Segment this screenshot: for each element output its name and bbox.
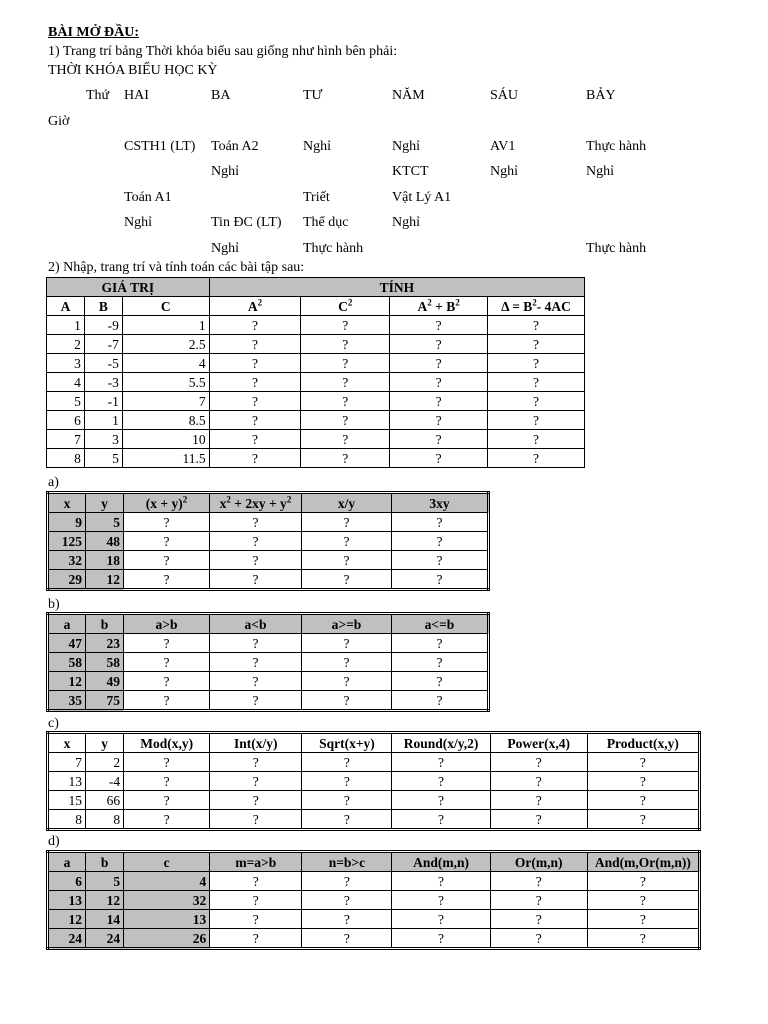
table-cell: ? [302, 551, 392, 570]
table-cell: ? [390, 430, 488, 449]
table-cell: ? [124, 772, 210, 791]
table-cell: ? [210, 634, 302, 653]
timetable-cell: Thực hành [303, 241, 364, 256]
group-gia-tri: GIÁ TRỊ [47, 278, 210, 297]
table-row [47, 430, 585, 449]
col-a-squared: $A^2$ [209, 297, 301, 316]
table-cell: ? [587, 872, 699, 891]
timetable-cell: Tin ĐC (LT) [211, 215, 282, 230]
column-header: a>=b [302, 614, 392, 634]
table-cell: ? [124, 810, 210, 830]
table-cell: ? [124, 753, 210, 772]
timetable-cell: Nghỉ [124, 215, 152, 230]
timetable-cell: Toán A1 [124, 190, 172, 205]
table-cell: ? [488, 316, 585, 335]
timetable-day-hai: HAI [124, 88, 149, 103]
table-cell: ? [392, 653, 489, 672]
table-cell: ? [587, 810, 699, 830]
table-cell: ? [490, 810, 587, 830]
table-cell: ? [490, 753, 587, 772]
column-header: Round(x/y,2) [392, 733, 490, 753]
table-cell: ? [490, 772, 587, 791]
table-cell: 8 [48, 810, 86, 830]
table-cell: ? [124, 791, 210, 810]
table-cell: 8 [47, 449, 85, 468]
table-cell: -5 [84, 354, 122, 373]
table-cell: 5 [84, 449, 122, 468]
table-cell: ? [210, 672, 302, 691]
timetable-cell: Nghỉ [490, 164, 518, 179]
column-header: n=b>c [302, 852, 392, 872]
col-c: C [122, 297, 209, 316]
table-row [48, 753, 700, 772]
table-cell: ? [210, 513, 302, 532]
table-cell: 1 [47, 316, 85, 335]
table-cell: 4 [124, 872, 210, 891]
table-cell: 4 [122, 354, 209, 373]
table-cell: 8.5 [122, 411, 209, 430]
table-cell: ? [392, 551, 489, 570]
table-cell: 7 [122, 392, 209, 411]
table-cell: 12 [86, 570, 124, 590]
table-cell: ? [210, 872, 302, 891]
timetable-cell: KTCT [392, 164, 429, 179]
table-cell: ? [490, 872, 587, 891]
col-c-squared: $C^2$ [301, 297, 390, 316]
table-row [48, 532, 489, 551]
task-2-text: 2) Nhập, trang trí và tính toán các bài tập sau: [48, 260, 305, 275]
table-cell: ? [210, 653, 302, 672]
table-cell: ? [210, 910, 302, 929]
table-cell: 1 [122, 316, 209, 335]
column-header: Power(x,4) [490, 733, 587, 753]
table-cell: ? [301, 430, 390, 449]
table-cell: ? [392, 691, 489, 711]
table-b [46, 612, 490, 712]
table-cell: ? [587, 753, 699, 772]
timetable-cell: Nghỉ [303, 139, 331, 154]
timetable-cell: Nghỉ [211, 241, 239, 256]
table-cell: ? [302, 929, 392, 949]
timetable-thu-label: Thứ [86, 88, 110, 103]
table-cell: ? [392, 772, 490, 791]
table-cell: ? [392, 753, 490, 772]
column-header: a [48, 614, 86, 634]
table-row [47, 392, 585, 411]
table-row [47, 373, 585, 392]
table-cell: 13 [124, 910, 210, 929]
table-cell: ? [302, 570, 392, 590]
col-delta: $\Delta = B^2-$ 4AC [488, 297, 585, 316]
table-cell: ? [210, 929, 302, 949]
table-cell: -4 [86, 772, 124, 791]
timetable-cell: Nghỉ [392, 139, 420, 154]
table-cell: ? [392, 791, 490, 810]
table-row [48, 653, 489, 672]
table-cell: ? [210, 691, 302, 711]
table-row [47, 449, 585, 468]
col-b: B [84, 297, 122, 316]
column-header: Mod(x,y) [124, 733, 210, 753]
table-cell: 3 [47, 354, 85, 373]
table-cell: ? [124, 653, 210, 672]
table-cell: ? [302, 872, 392, 891]
table-cell: ? [302, 691, 392, 711]
table-cell: ? [301, 335, 390, 354]
table-cell: ? [488, 449, 585, 468]
table-cell: ? [302, 634, 392, 653]
table-cell: 49 [86, 672, 124, 691]
table-cell: ? [210, 791, 302, 810]
column-header: And(m,Or(m,n)) [587, 852, 699, 872]
table-cell: ? [390, 411, 488, 430]
column-header: a>b [124, 614, 210, 634]
table-cell: ? [209, 411, 301, 430]
table-cell: ? [210, 532, 302, 551]
values-table [46, 277, 585, 468]
table-cell: ? [210, 753, 302, 772]
column-header: b [86, 614, 124, 634]
table-cell: 13 [48, 891, 86, 910]
table-cell: ? [209, 335, 301, 354]
column-header: Sqrt(x+y) [302, 733, 392, 753]
table-cell: ? [488, 392, 585, 411]
table-cell: ? [302, 810, 392, 830]
timetable-cell: Thực hành [586, 241, 647, 256]
table-cell: 125 [48, 532, 86, 551]
table-row [48, 772, 700, 791]
column-header: a<b [210, 614, 302, 634]
table-cell: ? [488, 335, 585, 354]
label-d: d) [48, 834, 60, 849]
column-header: m=a>b [210, 852, 302, 872]
table-cell: ? [209, 373, 301, 392]
column-header: a [48, 852, 86, 872]
table-cell: ? [302, 672, 392, 691]
table-cell: ? [587, 929, 699, 949]
table-row [48, 810, 700, 830]
table-cell: -9 [84, 316, 122, 335]
group-tinh: TÍNH [209, 278, 584, 297]
col-3xy: 3xy [392, 493, 489, 513]
table-cell: ? [390, 335, 488, 354]
table-cell: 18 [86, 551, 124, 570]
table-cell: ? [209, 392, 301, 411]
timetable-day-ba: BA [211, 88, 231, 103]
table-row [48, 672, 489, 691]
table-cell: ? [124, 532, 210, 551]
table-cell: ? [209, 449, 301, 468]
table-cell: 5 [47, 392, 85, 411]
table-cell: 13 [48, 772, 86, 791]
table-cell: ? [210, 570, 302, 590]
table-cell: ? [124, 634, 210, 653]
table-c [46, 731, 701, 831]
table-cell: 8 [86, 810, 124, 830]
timetable-cell: Triết [303, 190, 330, 205]
table-cell: ? [301, 392, 390, 411]
table-row [48, 891, 700, 910]
table-cell: ? [301, 316, 390, 335]
table-cell: 24 [48, 929, 86, 949]
timetable-cell: Vật Lý A1 [392, 190, 452, 205]
table-cell: 47 [48, 634, 86, 653]
table-cell: 2 [86, 753, 124, 772]
table-row [48, 513, 489, 532]
table-cell: ? [392, 634, 489, 653]
table-cell: 9 [48, 513, 86, 532]
table-cell: ? [490, 791, 587, 810]
table-cell: ? [210, 551, 302, 570]
table-cell: ? [302, 753, 392, 772]
table-row [48, 910, 700, 929]
table-cell: ? [209, 316, 301, 335]
table-cell: ? [390, 392, 488, 411]
timetable-title: THỜI KHÓA BIỂU HỌC KỲ [48, 63, 218, 78]
table-d [46, 850, 701, 950]
table-cell: 24 [86, 929, 124, 949]
table-cell: -1 [84, 392, 122, 411]
table-row [47, 335, 585, 354]
timetable-cell: CSTH1 (LT) [124, 139, 196, 154]
timetable-day-tu: TƯ [303, 88, 323, 103]
task-1-text: 1) Trang trí bảng Thời khóa biểu sau giống như hình bên phải: [48, 44, 398, 59]
table-cell: ? [301, 354, 390, 373]
table-cell: -3 [84, 373, 122, 392]
table-cell: 26 [124, 929, 210, 949]
table-cell: ? [302, 653, 392, 672]
table-cell: ? [124, 551, 210, 570]
table-cell: 58 [48, 653, 86, 672]
table-row [48, 551, 489, 570]
table-cell: ? [302, 910, 392, 929]
table-row [48, 791, 700, 810]
table-cell: 7 [48, 753, 86, 772]
table-cell: 5.5 [122, 373, 209, 392]
timetable-cell: Nghỉ [586, 164, 614, 179]
col-expanded: $x^2 + 2xy + y^2$ [210, 493, 302, 513]
table-cell: ? [390, 449, 488, 468]
table-a [46, 491, 490, 591]
table-cell: ? [488, 430, 585, 449]
col-x-div-y: x/y [302, 493, 392, 513]
col-a2-plus-b2: $A^2 + B^2$ [390, 297, 488, 316]
table-cell: 2.5 [122, 335, 209, 354]
table-cell: ? [490, 891, 587, 910]
table-cell: 32 [48, 551, 86, 570]
label-a: a) [48, 475, 59, 490]
timetable-day-sau: SÁU [490, 88, 519, 103]
table-cell: ? [392, 513, 489, 532]
table-row [48, 691, 489, 711]
table-cell: ? [210, 810, 302, 830]
table-cell: 14 [86, 910, 124, 929]
table-cell: ? [587, 910, 699, 929]
table-row [48, 929, 700, 949]
table-cell: 6 [47, 411, 85, 430]
table-cell: ? [210, 772, 302, 791]
table-cell: 48 [86, 532, 124, 551]
table-cell: 6 [48, 872, 86, 891]
timetable-cell: Toán A2 [211, 139, 259, 154]
table-cell: 15 [48, 791, 86, 810]
table-cell: ? [392, 929, 490, 949]
table-cell: ? [124, 513, 210, 532]
table-cell: 12 [48, 672, 86, 691]
page-heading: BÀI MỞ ĐẦU: [48, 25, 139, 40]
table-cell: ? [488, 411, 585, 430]
col-x: x [48, 493, 86, 513]
column-header: Int(x/y) [210, 733, 302, 753]
col-a: A [47, 297, 85, 316]
table-cell: ? [488, 373, 585, 392]
table-cell: ? [302, 791, 392, 810]
table-cell: ? [390, 316, 488, 335]
column-header: Or(m,n) [490, 852, 587, 872]
table-cell: ? [302, 891, 392, 910]
col-y: y [86, 493, 124, 513]
column-header: a<=b [392, 614, 489, 634]
table-cell: -7 [84, 335, 122, 354]
table-cell: 3 [84, 430, 122, 449]
column-header: y [86, 733, 124, 753]
column-header: c [124, 852, 210, 872]
table-cell: ? [301, 411, 390, 430]
timetable-cell: Nghỉ [392, 215, 420, 230]
table-cell: ? [392, 672, 489, 691]
table-cell: 7 [47, 430, 85, 449]
table-cell: ? [302, 532, 392, 551]
timetable-gio-label: Giờ [48, 114, 70, 129]
table-cell: ? [390, 354, 488, 373]
table-cell: ? [301, 449, 390, 468]
table-cell: ? [392, 810, 490, 830]
table-cell: ? [124, 672, 210, 691]
table-cell: 10 [122, 430, 209, 449]
table-cell: ? [392, 891, 490, 910]
table-cell: ? [209, 430, 301, 449]
table-cell: ? [302, 513, 392, 532]
table-cell: 4 [47, 373, 85, 392]
table-cell: 32 [124, 891, 210, 910]
table-row [47, 354, 585, 373]
table-cell: ? [390, 373, 488, 392]
table-cell: 2 [47, 335, 85, 354]
table-cell: ? [490, 929, 587, 949]
table-cell: ? [302, 772, 392, 791]
table-cell: ? [488, 354, 585, 373]
table-cell: ? [392, 532, 489, 551]
table-row [48, 634, 489, 653]
table-cell: ? [587, 772, 699, 791]
table-cell: 5 [86, 872, 124, 891]
table-cell: 23 [86, 634, 124, 653]
table-cell: ? [490, 910, 587, 929]
table-row [48, 872, 700, 891]
table-cell: 5 [86, 513, 124, 532]
table-cell: 12 [48, 910, 86, 929]
timetable-cell: Thực hành [586, 139, 647, 154]
table-cell: 75 [86, 691, 124, 711]
label-b: b) [48, 597, 60, 612]
table-cell: 58 [86, 653, 124, 672]
timetable-cell: Nghỉ [211, 164, 239, 179]
table-cell: ? [392, 910, 490, 929]
table-cell: ? [124, 691, 210, 711]
timetable-day-nam: NĂM [392, 88, 425, 103]
table-cell: ? [392, 570, 489, 590]
table-cell: ? [392, 872, 490, 891]
timetable-day-bay: BẢY [586, 88, 616, 103]
table-cell: ? [209, 354, 301, 373]
column-header: x [48, 733, 86, 753]
column-header: And(m,n) [392, 852, 490, 872]
table-cell: 11.5 [122, 449, 209, 468]
table-cell: 35 [48, 691, 86, 711]
table-row [47, 411, 585, 430]
table-cell: 66 [86, 791, 124, 810]
table-row [47, 316, 585, 335]
timetable-cell: AV1 [490, 139, 516, 154]
table-cell: 29 [48, 570, 86, 590]
table-cell: ? [301, 373, 390, 392]
column-header: Product(x,y) [587, 733, 699, 753]
table-cell: ? [587, 791, 699, 810]
label-c: c) [48, 716, 59, 731]
table-row [48, 570, 489, 590]
table-cell: ? [124, 570, 210, 590]
timetable-cell: Thể dục [303, 215, 349, 230]
table-cell: 1 [84, 411, 122, 430]
table-cell: ? [587, 891, 699, 910]
col-sum-squared: $(x + y)^2$ [124, 493, 210, 513]
table-cell: ? [210, 891, 302, 910]
table-cell: 12 [86, 891, 124, 910]
column-header: b [86, 852, 124, 872]
